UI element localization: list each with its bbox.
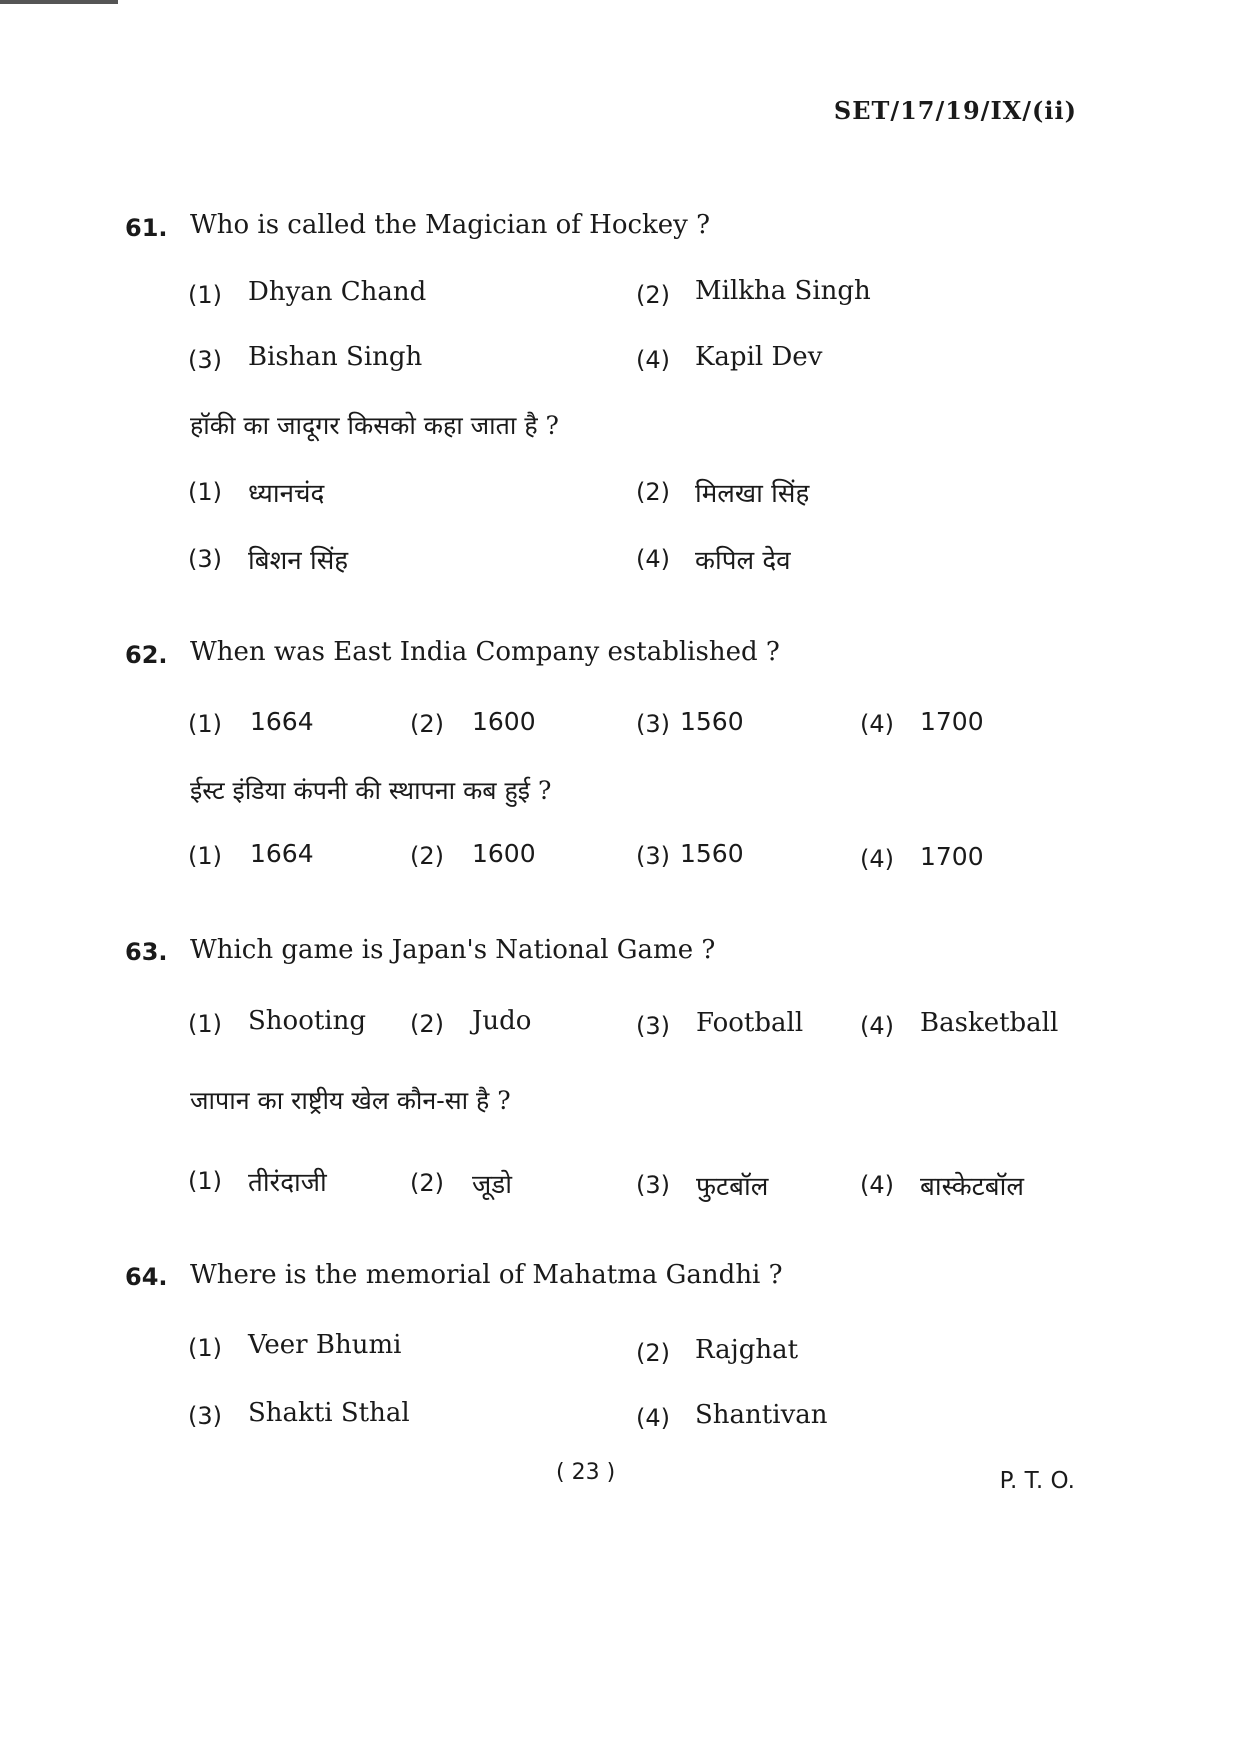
option-text: Dhyan Chand — [248, 277, 427, 307]
option-text: 1664 — [250, 839, 314, 868]
option-text: 1664 — [250, 707, 314, 736]
set-code: SET/17/19/IX/(ii) — [833, 96, 1077, 125]
option-text: Judo — [472, 1006, 532, 1036]
option-text: 1600 — [472, 839, 536, 868]
option-number: (4) — [860, 710, 894, 738]
option-number: (2) — [410, 710, 444, 738]
option-number: (3) — [636, 842, 670, 870]
question-text-en: When was East India Company established ? — [190, 637, 780, 667]
option-number: (2) — [410, 842, 444, 870]
option-number: (4) — [636, 346, 670, 374]
option-number: (3) — [636, 710, 670, 738]
option-text: बास्केटबॉल — [920, 1172, 1024, 1202]
option-number: (4) — [860, 1171, 894, 1199]
option-number: (1) — [188, 1334, 222, 1362]
option-text: 1560 — [680, 839, 744, 868]
option-text: 1600 — [472, 707, 536, 736]
option-text: Veer Bhumi — [248, 1330, 402, 1360]
option-number: (4) — [860, 1012, 894, 1040]
option-number: (1) — [188, 710, 222, 738]
option-text: 1560 — [680, 707, 744, 736]
scan-edge-mark — [0, 0, 118, 4]
option-text: Milkha Singh — [695, 276, 871, 306]
option-text: Kapil Dev — [695, 342, 823, 372]
question-number: 63. — [125, 938, 168, 966]
option-number: (2) — [410, 1010, 444, 1038]
question-number: 61. — [125, 214, 168, 242]
question-text-en: Which game is Japan's National Game ? — [190, 935, 716, 965]
option-text: Shooting — [248, 1006, 367, 1036]
option-number: (3) — [188, 1402, 222, 1430]
question-text-hi: जापान का राष्ट्रीय खेल कौन-सा है ? — [190, 1086, 511, 1115]
option-text: Shantivan — [695, 1400, 828, 1430]
option-number: (1) — [188, 1167, 222, 1195]
option-text: फुटबॉल — [696, 1172, 769, 1202]
option-text: ध्यानचंद — [248, 479, 325, 509]
option-text: 1700 — [920, 707, 984, 736]
option-number: (3) — [188, 346, 222, 374]
option-text: 1700 — [920, 842, 984, 871]
question-text-hi: हॉकी का जादूगर किसको कहा जाता है ? — [190, 411, 559, 440]
option-number: (4) — [636, 1404, 670, 1432]
question-number: 62. — [125, 641, 168, 669]
question-text-en: Where is the memorial of Mahatma Gandhi ? — [190, 1260, 783, 1290]
option-text: Rajghat — [695, 1335, 799, 1365]
option-text: Bishan Singh — [248, 342, 423, 372]
option-number: (2) — [636, 281, 670, 309]
option-text: Shakti Sthal — [248, 1398, 410, 1428]
option-number: (3) — [636, 1171, 670, 1199]
option-text: मिलखा सिंह — [695, 479, 810, 509]
option-text: जूडो — [472, 1170, 512, 1200]
page-number: ( 23 ) — [556, 1460, 616, 1485]
option-number: (2) — [410, 1169, 444, 1197]
question-number: 64. — [125, 1263, 168, 1291]
option-number: (3) — [636, 1012, 670, 1040]
option-number: (2) — [636, 478, 670, 506]
option-number: (2) — [636, 1339, 670, 1367]
option-text: कपिल देव — [695, 546, 791, 576]
option-number: (1) — [188, 281, 222, 309]
question-text-en: Who is called the Magician of Hockey ? — [190, 210, 711, 240]
option-text: Football — [696, 1008, 804, 1038]
option-number: (1) — [188, 842, 222, 870]
option-number: (4) — [636, 545, 670, 573]
please-turn-over: P. T. O. — [999, 1468, 1075, 1494]
option-number: (1) — [188, 478, 222, 506]
option-text: बिशन सिंह — [248, 546, 349, 576]
option-number: (3) — [188, 545, 222, 573]
option-number: (1) — [188, 1010, 222, 1038]
option-text: Basketball — [920, 1008, 1059, 1038]
option-text: तीरंदाजी — [248, 1168, 327, 1198]
question-text-hi: ईस्ट इंडिया कंपनी की स्थापना कब हुई ? — [190, 776, 552, 805]
option-number: (4) — [860, 845, 894, 873]
